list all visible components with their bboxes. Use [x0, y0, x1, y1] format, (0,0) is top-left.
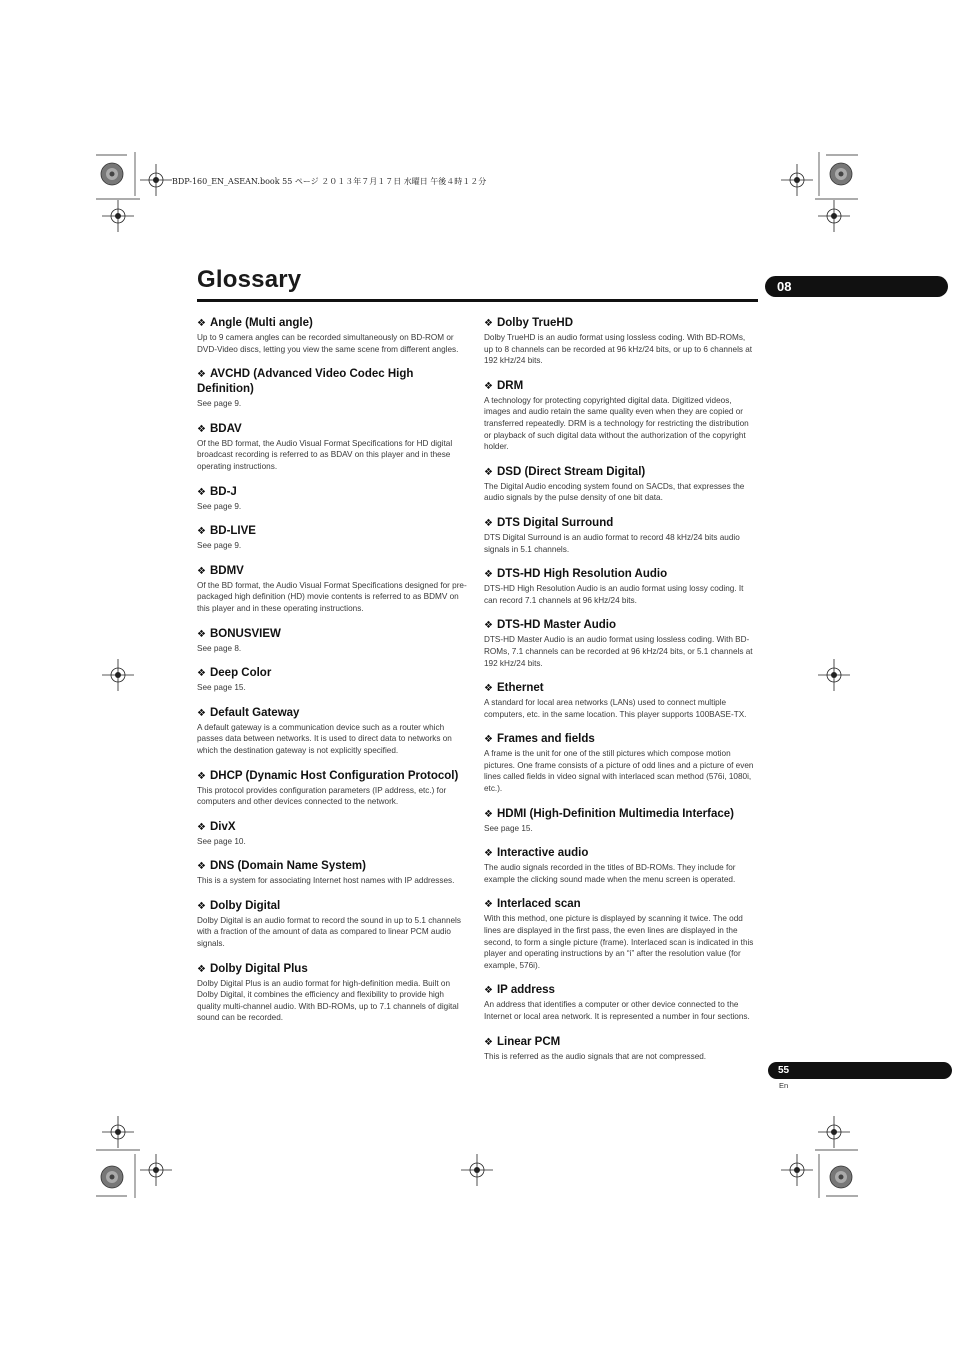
registration-mark-icon — [140, 164, 172, 196]
glossary-definition: The Digital Audio encoding system found on SACDs, that expresses the audio signals by the pulse density of one bit data. — [484, 481, 745, 503]
glossary-term — [197, 316, 469, 331]
glossary-term — [197, 899, 469, 914]
glossary-term — [197, 485, 469, 500]
diamond-bullet-icon: ❖ — [197, 628, 206, 640]
glossary-entry — [197, 524, 469, 552]
registration-mark-icon — [140, 1154, 172, 1186]
glossary-entry — [197, 706, 469, 757]
glossary-term — [484, 983, 756, 998]
glossary-definition: Dolby Digital Plus is an audio format for high-definition media. Built on Dolby Digital, it combines the efficiency and flexibility to provide high quality multi-channel audio. With BD-ROMs, up to 7.1 channels of digital sound can be recorded. — [197, 978, 459, 1023]
glossary-term — [197, 962, 469, 977]
color-rosette-icon — [830, 1166, 852, 1188]
diamond-bullet-icon: ❖ — [197, 423, 206, 435]
glossary-entry — [197, 367, 469, 410]
glossary-term-label: BONUSVIEW — [209, 627, 281, 640]
glossary-term — [197, 666, 469, 681]
glossary-term — [484, 516, 756, 531]
diamond-bullet-icon: ❖ — [484, 985, 493, 997]
glossary-term — [484, 618, 756, 633]
glossary-term — [197, 367, 469, 397]
diamond-bullet-icon: ❖ — [197, 770, 206, 782]
glossary-entry — [484, 567, 756, 606]
title-rule — [197, 299, 758, 302]
glossary-entry — [197, 485, 469, 513]
glossary-definition: See page 9. — [197, 541, 242, 551]
glossary-term-label: DTS-HD Master Audio — [496, 619, 617, 632]
glossary-term-label: Dolby Digital Plus — [209, 962, 308, 975]
glossary-term-label: DRM — [496, 379, 524, 392]
glossary-definition: This is referred as the audio signals that are not compressed. — [484, 1051, 707, 1061]
diamond-bullet-icon: ❖ — [484, 683, 493, 695]
diamond-bullet-icon: ❖ — [484, 569, 493, 581]
glossary-entry — [197, 962, 469, 1024]
glossary-definition: A standard for local area networks (LANs) used to connect multiple computers, etc. in the same location. This player supports 100BASE-TX. — [484, 698, 747, 719]
registration-mark-icon — [102, 659, 134, 691]
glossary-term — [484, 316, 756, 331]
diamond-bullet-icon: ❖ — [484, 318, 493, 329]
glossary-term-label: Linear PCM — [496, 1035, 561, 1048]
glossary-term-label: HDMI (High-Definition Multimedia Interface) — [496, 807, 734, 820]
glossary-term-label: DNS (Domain Name System) — [209, 860, 366, 873]
glossary-entry — [484, 465, 756, 504]
registration-mark-icon — [102, 1116, 134, 1148]
glossary-right-column — [484, 316, 756, 1074]
glossary-term-label: DivX — [209, 820, 236, 833]
glossary-term — [484, 846, 756, 861]
glossary-definition: See page 15. — [197, 683, 246, 693]
diamond-bullet-icon: ❖ — [484, 380, 493, 392]
diamond-bullet-icon: ❖ — [197, 668, 206, 680]
glossary-term — [197, 422, 469, 437]
glossary-definition: An address that identifies a computer or other device connected to the Internet or local area network. It is represented a number in four sections. — [484, 1000, 750, 1021]
glossary-term-label: BDMV — [209, 564, 244, 577]
glossary-term — [197, 627, 469, 642]
registration-mark-icon — [818, 200, 850, 232]
glossary-term — [484, 567, 756, 582]
glossary-definition: See page 9. — [197, 399, 242, 409]
glossary-term-label: Deep Color — [209, 667, 272, 680]
glossary-term-label: Ethernet — [496, 682, 544, 695]
glossary-entry — [484, 516, 756, 555]
glossary-term — [197, 769, 469, 784]
glossary-term — [484, 732, 756, 747]
glossary-term-label: BD-J — [209, 485, 237, 498]
color-rosette-icon — [101, 1166, 123, 1188]
registration-mark-icon — [102, 200, 134, 232]
glossary-definition: This protocol provides configuration parameters (IP address, etc.) for computers and other devices connected to the network. — [197, 785, 447, 807]
glossary-term-label: DHCP (Dynamic Host Configuration Protocol) — [209, 769, 459, 782]
diamond-bullet-icon: ❖ — [197, 526, 206, 538]
diamond-bullet-icon: ❖ — [484, 734, 493, 746]
glossary-term — [484, 1035, 756, 1050]
glossary-entry — [197, 422, 469, 473]
glossary-definition: See page 15. — [484, 823, 533, 833]
glossary-term-label: Dolby Digital — [209, 899, 281, 912]
diamond-bullet-icon: ❖ — [197, 707, 206, 719]
glossary-entry — [197, 859, 469, 887]
glossary-term-label: Dolby TrueHD — [496, 317, 574, 329]
glossary-entry — [484, 807, 756, 835]
glossary-term-label: Interactive audio — [496, 847, 589, 860]
diamond-bullet-icon: ❖ — [197, 318, 206, 329]
print-header-line: BDP-160_EN_ASEAN.book 55 ページ ２０１３年７月１７日 水曜日 午後４時１２分 — [172, 177, 487, 186]
glossary-term — [484, 465, 756, 480]
glossary-definition: With this method, one picture is displayed by scanning it twice. The odd lines are displayed in the first pass, the even lines are displayed in the second, to form a single picture (frame). Interlaced scan is indicated in this player and operating instructions by an “i” after the resolution value (for example, 576i). — [484, 914, 754, 970]
glossary-term-label: DSD (Direct Stream Digital) — [496, 465, 646, 478]
glossary-definition: See page 10. — [197, 836, 246, 846]
diamond-bullet-icon: ❖ — [197, 486, 206, 498]
glossary-entry — [197, 899, 469, 950]
glossary-entry — [197, 564, 469, 615]
glossary-term — [197, 524, 469, 539]
glossary-definition: See page 9. — [197, 501, 242, 511]
glossary-entry — [484, 846, 756, 885]
diamond-bullet-icon: ❖ — [197, 900, 206, 912]
glossary-term-label: Frames and fields — [496, 733, 595, 746]
glossary-entry — [484, 379, 756, 453]
page-number-tab: 55 — [768, 1062, 952, 1079]
glossary-entry — [197, 666, 469, 694]
diamond-bullet-icon: ❖ — [484, 466, 493, 478]
glossary-term-label: DTS-HD High Resolution Audio — [496, 568, 668, 581]
glossary-entry — [197, 769, 469, 808]
glossary-term-label: DTS Digital Surround — [496, 516, 614, 529]
glossary-definition: A technology for protecting copyrighted digital data. Digitized videos, images and audio retain the same quality even when they are copied or transferred repeatedly. DRM is a technology for restricting the distribution or playback of such digital data without the authorization of the copyright holder. — [484, 395, 749, 452]
diamond-bullet-icon: ❖ — [484, 517, 493, 529]
glossary-term-label: BD-LIVE — [209, 525, 256, 538]
chapter-tab: 08 — [765, 276, 948, 297]
glossary-term-label: IP address — [496, 984, 555, 997]
glossary-term — [197, 706, 469, 721]
glossary-definition: This is a system for associating Internet host names with IP addresses. — [197, 876, 455, 886]
glossary-term — [197, 564, 469, 579]
glossary-definition: A frame is the unit for one of the still pictures which compose motion pictures. One frame consists of a picture of odd lines and a picture of even lines called fields in video signal with interlaced scan method (576i, 1080i, etc.). — [484, 749, 754, 794]
diamond-bullet-icon: ❖ — [197, 369, 206, 381]
color-rosette-icon — [830, 163, 852, 185]
glossary-entry — [484, 983, 756, 1022]
diamond-bullet-icon: ❖ — [197, 821, 206, 833]
glossary-entry — [197, 820, 469, 848]
glossary-term — [484, 681, 756, 696]
glossary-definition: A default gateway is a communication device such as a router which passes data between networks. It is used to direct data to networks on which the destination gateway is not explicitly specified. — [197, 722, 452, 755]
diamond-bullet-icon: ❖ — [484, 808, 493, 820]
diamond-bullet-icon: ❖ — [484, 899, 493, 911]
glossary-entry — [197, 627, 469, 655]
glossary-entry — [197, 316, 469, 355]
glossary-term — [484, 379, 756, 394]
glossary-term-label: Angle (Multi angle) — [209, 317, 313, 329]
glossary-term — [484, 807, 756, 822]
glossary-entry — [484, 316, 756, 367]
diamond-bullet-icon: ❖ — [197, 565, 206, 577]
glossary-entry — [484, 618, 756, 669]
registration-mark-icon — [461, 1154, 493, 1186]
diamond-bullet-icon: ❖ — [197, 963, 206, 975]
glossary-term — [484, 897, 756, 912]
registration-mark-icon — [818, 659, 850, 691]
glossary-term-label: AVCHD (Advanced Video Codec High Definition) — [197, 368, 414, 396]
glossary-left-column — [197, 316, 469, 1036]
glossary-definition: See page 8. — [197, 643, 242, 653]
glossary-entry — [484, 732, 756, 794]
glossary-term — [197, 859, 469, 874]
diamond-bullet-icon: ❖ — [484, 1036, 493, 1048]
glossary-definition: DTS-HD Master Audio is an audio format using lossless coding. With BD-ROMs, 7.1 channels can be recorded at 96 kHz/24 bits, or 5.1 channels at 192 kHz/24 bits. — [484, 635, 753, 668]
diamond-bullet-icon: ❖ — [484, 848, 493, 860]
glossary-entry — [484, 681, 756, 720]
registration-mark-icon — [781, 164, 813, 196]
glossary-entry — [484, 1035, 756, 1063]
registration-mark-icon — [818, 1116, 850, 1148]
page-title: Glossary — [197, 266, 302, 293]
diamond-bullet-icon: ❖ — [197, 861, 206, 873]
page-language: En — [779, 1081, 789, 1090]
glossary-definition: DTS Digital Surround is an audio format to record 48 kHz/24 bits audio signals in 5.1 channels. — [484, 532, 740, 554]
glossary-definition: Up to 9 camera angles can be recorded simultaneously on BD-ROM or DVD-Video discs, letting you view the same scene from different angles. — [197, 333, 459, 354]
glossary-definition: Dolby Digital is an audio format to record the sound in up to 5.1 channels with a fraction of the amount of data as compared to linear PCM audio signals. — [197, 915, 461, 949]
glossary-term-label: Interlaced scan — [496, 898, 581, 911]
glossary-definition: Dolby TrueHD is an audio format using lossless coding. With BD-ROMs, up to 8 channels can be recorded at 96 kHz/24 bits, or up to 6 channels at 192 kHz/24 bits. — [484, 333, 753, 366]
glossary-term — [197, 820, 469, 835]
registration-mark-icon — [781, 1154, 813, 1186]
glossary-definition: DTS-HD High Resolution Audio is an audio format using lossy coding. It can record 7.1 channels at 96 kHz/24 bits. — [484, 584, 744, 605]
diamond-bullet-icon: ❖ — [484, 620, 493, 632]
glossary-definition: The audio signals recorded in the titles of BD-ROMs. They include for example the clicking sound made when the menu screen is operated. — [484, 863, 736, 884]
glossary-term-label: Default Gateway — [209, 706, 300, 719]
glossary-entry — [484, 897, 756, 971]
glossary-definition: Of the BD format, the Audio Visual Format Specifications for HD digital broadcast recording is referred to as BDAV on this player and in these operating instructions. — [197, 438, 453, 471]
glossary-definition: Of the BD format, the Audio Visual Format Specifications designed for pre-packaged high definition (HD) movie contents is referred to as BDMV on this player and in these operating instructions. — [197, 580, 467, 613]
glossary-term-label: BDAV — [209, 422, 242, 435]
color-rosette-icon — [101, 163, 123, 185]
